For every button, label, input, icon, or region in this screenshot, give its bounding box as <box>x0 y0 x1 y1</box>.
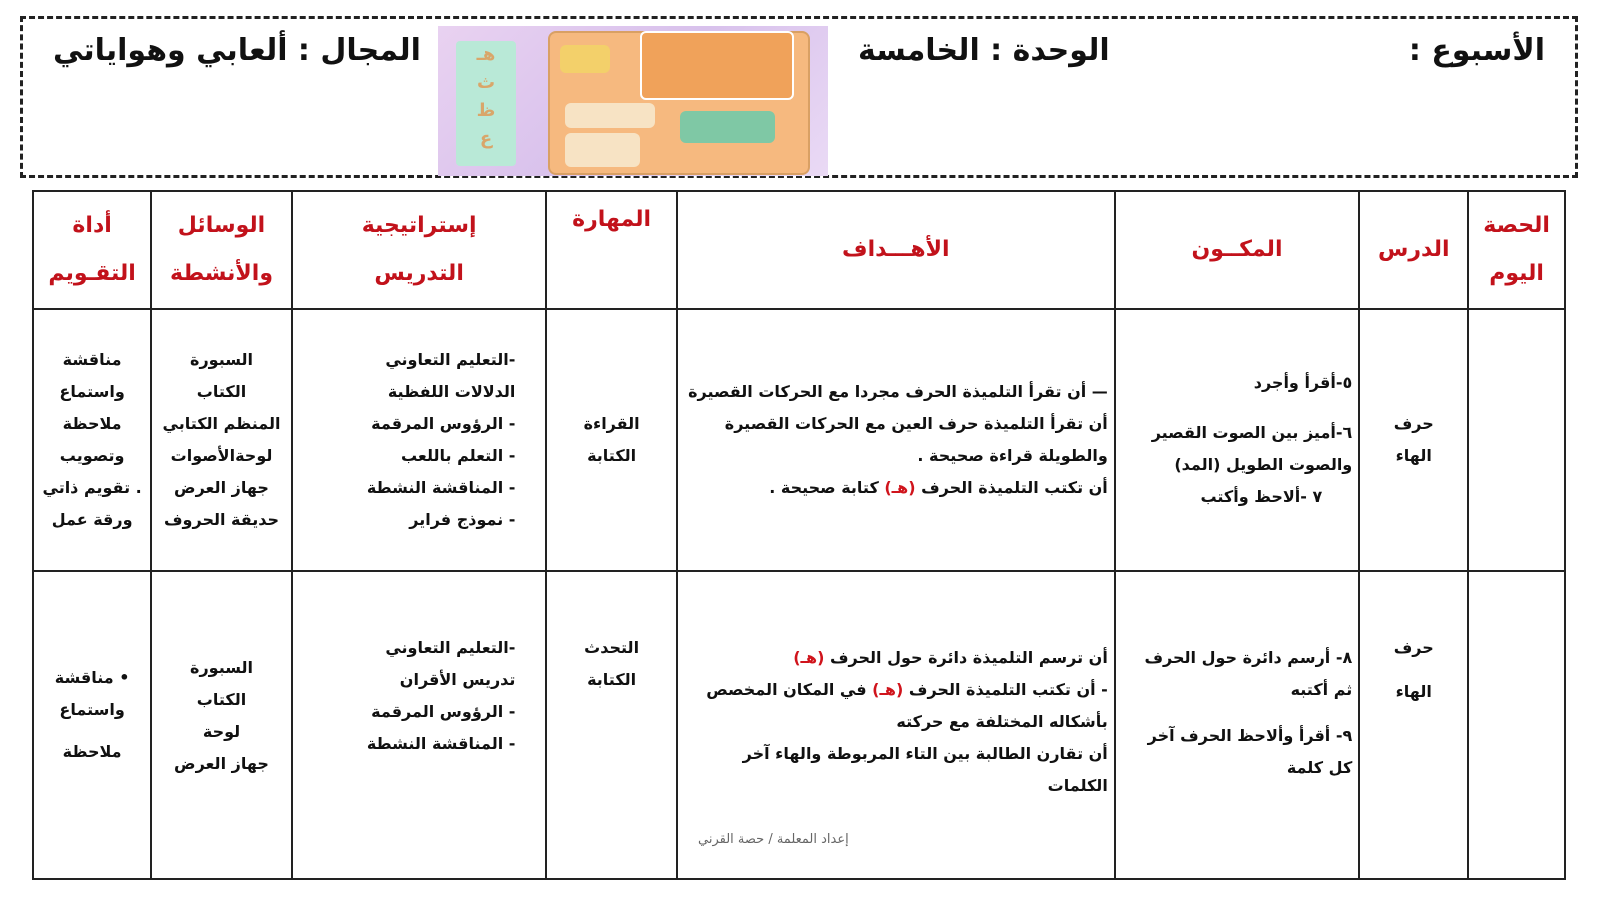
art-letter: هـ <box>476 44 496 65</box>
kite-image <box>560 45 610 73</box>
header-lesson: الدرس <box>1359 191 1468 309</box>
toy-box-image <box>640 31 794 100</box>
header-component: المكــون <box>1115 191 1359 309</box>
author-credit: إعداد المعلمة / حصة القرني <box>698 832 849 847</box>
header-goals: الأهـــداف <box>677 191 1115 309</box>
header-tools: الوسائل والأنشطة <box>151 191 292 309</box>
goals-cell: أن ترسم التلميذة دائرة حول الحرف (هـ) - أن تكتب التلميذة الحرف (هـ) في المكان المخصص بأشكاله المختلفة مع حركته أن تقارن الطالبة بين التاء المربوطة والهاء آخر الكلمات <box>677 571 1115 879</box>
art-letter: ث <box>476 72 496 93</box>
tools-cell: السبورة الكتاب لوحة جهاز العرض <box>151 571 292 879</box>
header-box <box>20 16 1578 178</box>
evaluation-cell: • مناقشة واستماع ملاحظة <box>33 571 151 879</box>
header-skill: المهارة <box>546 191 676 309</box>
letters-strip <box>456 41 516 166</box>
cars-image <box>680 111 775 143</box>
header-strategy: إستراتيجية التدريس <box>292 191 547 309</box>
art-letter: ظ <box>476 100 496 121</box>
domain-label: المجال : ألعابي وهواياتي <box>53 33 421 68</box>
unit-illustration <box>438 26 828 176</box>
header-period: الحصة اليوم <box>1468 191 1565 309</box>
strategy-cell: -التعليم التعاوني تدريس الأقران - الرؤوس المرقمة - المناقشة النشطة <box>292 571 547 879</box>
art-letter: ع <box>479 128 493 149</box>
lesson-plan-table <box>32 190 1566 880</box>
strategy-cell: -التعليم التعاوني الدلالات اللفظية - الرؤوس المرقمة - التعلم باللعب - المناقشة النشطة - نموذج فراير <box>292 309 547 571</box>
tower-image <box>565 133 640 167</box>
lesson-cell: حرف الهاء <box>1359 571 1468 879</box>
component-cell: ٨- أرسم دائرة حول الحرف ثم أكتبه ٩- أقرأ وألاحظ الحرف آخر كل كلمة <box>1115 571 1359 879</box>
evaluation-cell: مناقشة واستماع ملاحظة وتصويب . تقويم ذاتي ورقة عمل <box>33 309 151 571</box>
header-row <box>33 191 1565 309</box>
lesson-cell: حرف الهاء <box>1359 309 1468 571</box>
goals-cell: — أن تقرأ التلميذة الحرف مجردا مع الحركات القصيرة أن تقرأ التلميذة حرف العين مع الحركات القصيرة والطويلة قراءة صحيحة . أن تكتب التلميذة الحرف (هـ) كتابة صحيحة . <box>677 309 1115 571</box>
period-cell <box>1468 309 1565 571</box>
plane-image <box>565 103 655 128</box>
skill-cell: القراءة الكتابة <box>546 309 676 571</box>
skill-cell: التحدث الكتابة <box>546 571 676 879</box>
week-label: الأسبوع : <box>1408 33 1545 68</box>
unit-label: الوحدة : الخامسة <box>858 33 1110 68</box>
component-cell: ٥-أقرأ وأجرد ٦-أميز بين الصوت القصير والصوت الطويل (المد) ٧ -ألاحظ وأكتب <box>1115 309 1359 571</box>
period-cell <box>1468 571 1565 879</box>
header-evaluation: أداة التقـويم <box>33 191 151 309</box>
toys-panel <box>548 31 810 175</box>
table-row <box>33 309 1565 571</box>
tools-cell: السبورة الكتاب المنظم الكتابي لوحةالأصوات جهاز العرض حديقة الحروف <box>151 309 292 571</box>
